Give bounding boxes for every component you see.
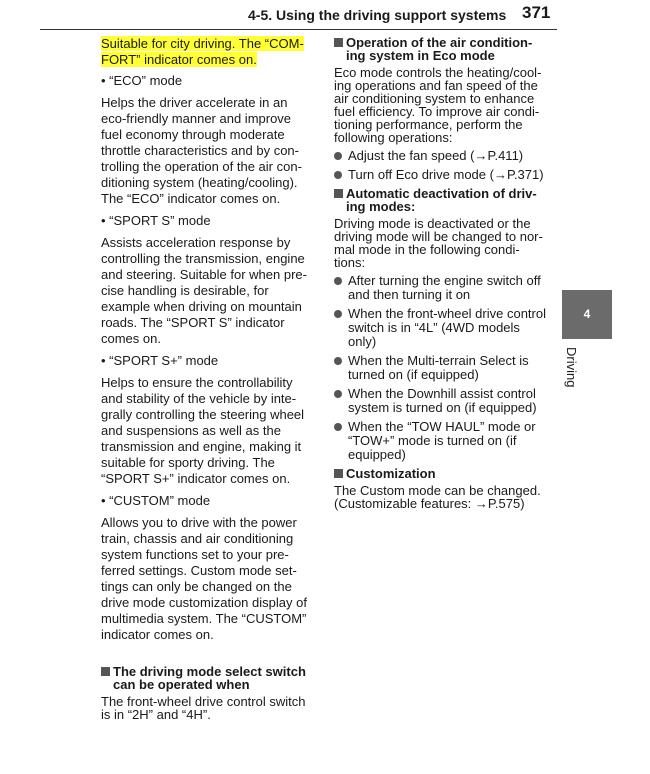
custom-mode-text: Allows you to drive with the power train, chassis and air conditioning system functions set to your pre-ferred settings. Custom mode set-tings can only be changed on the drive mode customization display of multimedia system. The “CUSTOM” indicator comes on. xyxy=(101,515,307,642)
deactivation-section-title: Automatic deactivation of driv-ing modes: xyxy=(334,187,550,213)
highlighted-text: Suitable for city driving. The “COM-FORT” indicator comes on. xyxy=(101,36,304,67)
square-bullet-icon xyxy=(101,667,110,676)
ac-section-text: Eco mode controls the heating/cool-ing operations and fan speed of the air conditioning system to enhance fuel efficiency. To improve air condi-tioning performance, perform the following operations: xyxy=(334,65,542,145)
deactivation-bullet: When the Downhill assist control system is turned on (if equipped) xyxy=(334,387,550,415)
eco-mode-text: Helps the driver accelerate in an eco-friendly manner and improve fuel economy through moderate throttle characteristics and by con-trolling the operation of the air con-ditioning system (heating/cooling). The “ECO” indicator comes on. xyxy=(101,95,302,206)
sport-s-plus-mode-text: Helps to ensure the controllability and stability of the vehicle by inte-grally controlling the steering wheel and suspensions as well as the transmission and engine, making it suitable for sporty driving. The “SPORT S+” indicator comes on. xyxy=(101,375,305,486)
eco-mode-label: • “ECO” mode xyxy=(101,73,183,88)
chapter-number: 4 xyxy=(583,307,591,321)
bullet-dot-icon xyxy=(334,390,342,398)
left-column xyxy=(101,36,315,721)
bullet-dot-icon xyxy=(334,423,342,431)
bullet-dot-icon xyxy=(334,171,342,179)
deactivation-bullet: When the Multi-terrain Select is turned on (if equipped) xyxy=(334,354,550,382)
right-column xyxy=(334,36,550,510)
ac-bullet: Turn off Eco drive mode (→P.371) xyxy=(334,168,550,182)
custom-mode-label: • “CUSTOM” mode xyxy=(101,493,211,508)
deactivation-bullet: When the front-wheel drive control switch is in “4L” (4WD models only) xyxy=(334,307,550,349)
ac-section-title: Operation of the air condition-ing system in Eco mode xyxy=(334,36,550,62)
deactivation-section-text: Driving mode is deactivated or the driving mode will be changed to nor-mal mode in the following condi-tions: xyxy=(334,216,543,270)
bullet-dot-icon xyxy=(334,277,342,285)
switch-section-text: The front-wheel drive control switch is in “2H” and “4H”. xyxy=(101,694,306,722)
bullet-dot-icon xyxy=(334,357,342,365)
page-number: 371 xyxy=(522,3,551,22)
sport-s-plus-mode-label: • “SPORT S+” mode xyxy=(101,353,219,368)
customization-section-title: Customization xyxy=(334,467,550,480)
customization-section-text: The Custom mode can be changed. (Customizable features: →P.575) xyxy=(334,483,541,511)
ac-bullet: Adjust the fan speed (→P.411) xyxy=(334,149,550,163)
comfort-paragraph xyxy=(101,36,315,68)
deactivation-bullet: When the “TOW HAUL” mode or “TOW+” mode is turned on (if equipped) xyxy=(334,420,550,462)
bullet-dot-icon xyxy=(334,152,342,160)
chapter-label: Driving xyxy=(564,347,579,388)
sport-s-mode-text: Assists acceleration response by controlling the transmission, engine and steering. Suitable for when pre-cise handling is desirable, for example when driving on mountain roads. The “SPORT S” indicator comes on. xyxy=(101,235,307,346)
square-bullet-icon xyxy=(334,189,343,198)
header-divider xyxy=(40,29,557,30)
sport-s-mode-label: • “SPORT S” mode xyxy=(101,213,211,228)
bullet-dot-icon xyxy=(334,310,342,318)
section-title: 4-5. Using the driving support systems xyxy=(248,7,507,23)
switch-section-title: The driving mode select switch can be operated when xyxy=(101,665,315,691)
square-bullet-icon xyxy=(334,469,343,478)
deactivation-bullet: After turning the engine switch off and then turning it on xyxy=(334,274,550,302)
square-bullet-icon xyxy=(334,38,343,47)
chapter-tab xyxy=(562,290,612,339)
